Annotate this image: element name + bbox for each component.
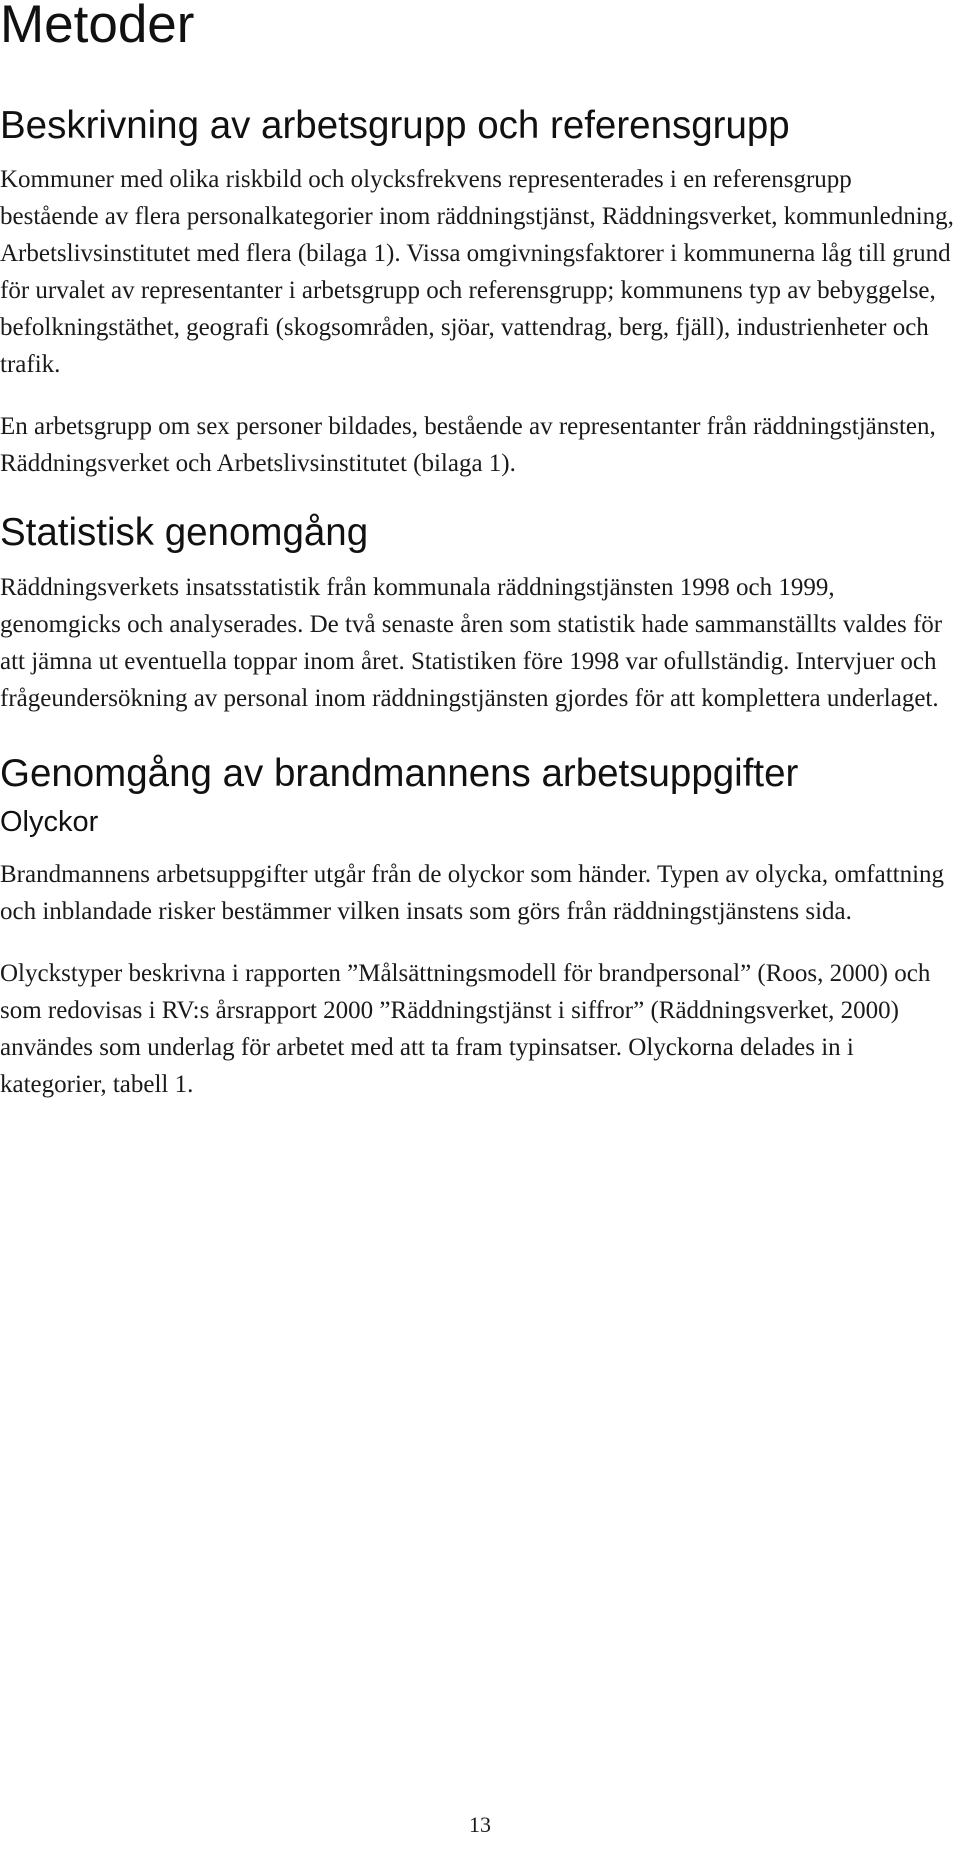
section-heading-genomgang: Genomgång av brandmannens arbetsuppgifter (0, 752, 799, 795)
paragraph-statistik: Räddningsverkets insatsstatistik från kommunala räddningstjänsten 1998 och 1999, genomgicks och analyserades. De två senaste åren som statistik hade sammanställts valdes för att jämna ut eventuella toppar inom året. Statistiken före 1998 var ofullständig. Intervjuer och frågeundersökning av personal inom räddningstjänsten gjordes för att komplettera underlaget. (0, 574, 943, 712)
subsection-heading-olyckor: Olyckor (0, 806, 99, 838)
page-title: Metoder (0, 0, 195, 54)
paragraph-olyckstyper: Olyckstyper beskrivna i rapporten ”Målsättningsmodell för brandpersonal” (Roos, 2000) och som redovisas i RV:s årsrapport 2000 ”Räddningstjänst i siffror” (Räddningsverket, 2000) användes som underlag för arbetet med att ta fram typinsatser. Olyckorna delades in i kategorier, tabell 1. (0, 960, 931, 1098)
paragraph-arbetsgrupp: En arbetsgrupp om sex personer bildades, bestående av representanter från räddningstjänsten, Räddningsverket och Arbetslivsinstitutet (bilaga 1). (0, 413, 936, 477)
paragraph-referensgrupp: Kommuner med olika riskbild och olycksfrekvens representerades i en referensgrupp bestående av flera personalkategorier inom räddningstjänst, Räddningsverket, kommunledning, Arbetslivsinstitutet med flera (bilaga 1). Vissa omgivningsfaktorer i kommunerna låg till grund för urvalet av representanter i arbetsgrupp och referensgrupp; kommunens typ av bebyggelse, befolkningstäthet, geografi (skogsområden, sjöar, vattendrag, berg, fjäll), industrienheter och trafik. (0, 166, 954, 378)
paragraph-arbetsuppgifter: Brandmannens arbetsuppgifter utgår från de olyckor som händer. Typen av olycka, omfattning och inblandade risker bestämmer vilken insats som görs från räddningstjänstens sida. (0, 861, 945, 925)
section-heading-beskrivning: Beskrivning av arbetsgrupp och referensgrupp (0, 104, 790, 147)
page-number: 13 (469, 1812, 491, 1837)
section-heading-statistisk: Statistisk genomgång (0, 511, 369, 554)
